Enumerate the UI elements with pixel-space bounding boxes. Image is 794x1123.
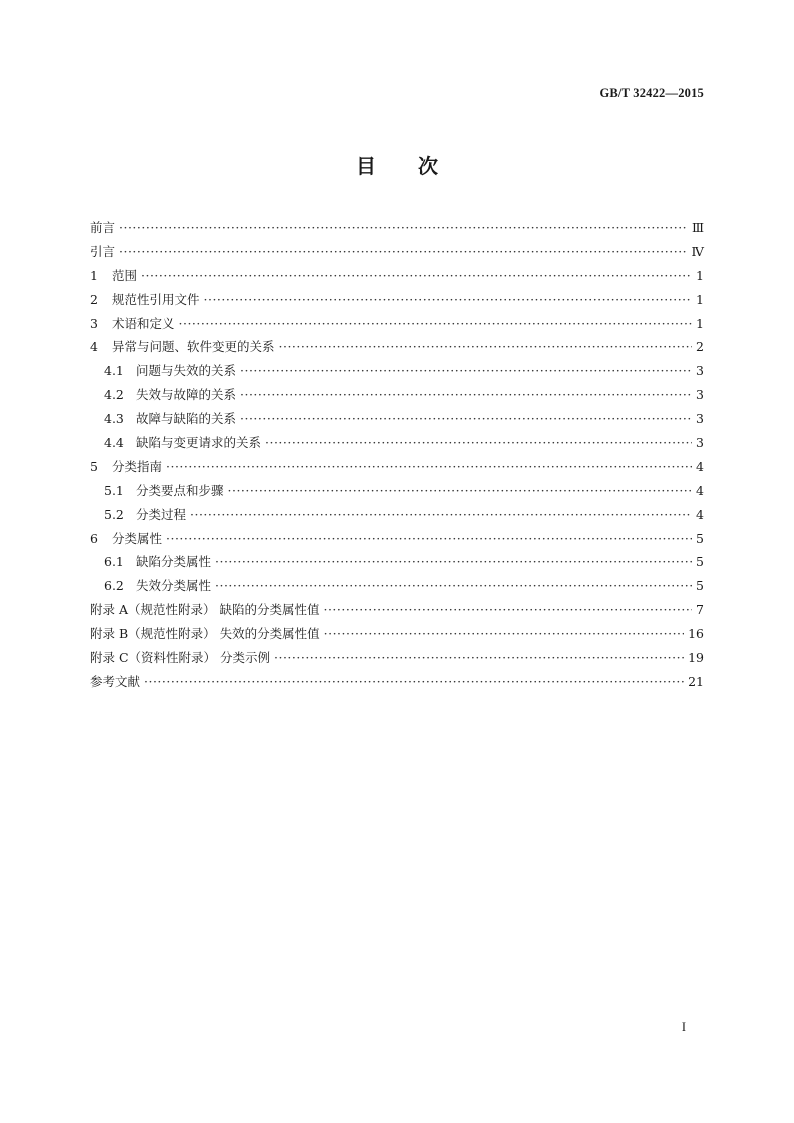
toc-section-title: 前言 [90,220,116,235]
toc-section-title: 缺陷与变更请求的关系 [136,435,262,451]
toc-entry[interactable] [90,359,704,383]
toc-entry[interactable] [90,431,704,455]
toc-page-number: Ⅲ [691,220,704,235]
toc-entry[interactable] [90,503,704,527]
page-number: I [681,1020,686,1034]
toc-section-title: 分类指南 [112,458,163,474]
toc-section-number: 4.2 [104,387,124,403]
toc-page-number: 3 [696,435,704,451]
toc-section-title: 术语和定义 [112,315,175,331]
toc-dot-leader [279,335,692,359]
toc-dot-leader [228,479,692,503]
toc-section-number: 4.4 [104,435,124,451]
toc-dot-leader [119,216,688,240]
toc-entry[interactable] [90,216,704,240]
toc-page-number: 5 [696,530,704,546]
toc-section-number: 1 [90,267,98,283]
toc-page-number: 1 [696,267,704,283]
toc-entry[interactable] [90,312,704,336]
toc-section-title: 参考文献 [90,673,141,689]
toc-dot-leader [141,264,692,288]
toc-dot-leader [215,550,692,574]
toc-section-title: 缺陷分类属性 [136,554,212,570]
toc-section-number: 5.2 [104,506,124,522]
toc-section-title: 失效分类属性 [136,578,212,594]
toc-page-number: 16 [688,626,704,642]
toc-section-number: 4 [90,339,98,355]
toc-page-number: 5 [696,554,704,570]
toc-dot-leader [119,240,687,264]
toc-page-number: 4 [696,482,704,498]
toc-page-number: 3 [696,363,704,379]
toc-section-title: 规范性引用文件 [112,291,200,307]
toc-entry[interactable] [90,527,704,551]
toc-entry[interactable] [90,288,704,312]
toc-page-number: 3 [696,411,704,427]
toc-entry[interactable] [90,455,704,479]
toc-section-number: 3 [90,315,98,331]
toc-entry[interactable] [90,670,704,694]
toc-dot-leader [265,431,692,455]
toc-page-number: 19 [688,650,704,666]
toc-entry[interactable] [90,479,704,503]
toc-section-number: 6.2 [104,578,124,594]
toc-section-number: 5 [90,458,98,474]
page-title: 目次 [356,154,480,178]
toc-section-number: 4.3 [104,411,124,427]
toc-dot-leader [166,527,692,551]
toc-entry[interactable] [90,240,704,264]
toc-dot-leader [204,288,692,312]
toc-dot-leader [144,670,684,694]
toc-entry[interactable] [90,574,704,598]
toc-section-title: 问题与失效的关系 [136,363,237,379]
toc-page-number: 21 [688,673,704,689]
toc-page-number: 4 [696,458,704,474]
toc-page-number: 7 [696,602,704,618]
toc-page-number: 5 [696,578,704,594]
toc-dot-leader [240,407,692,431]
toc-section-number: 5.1 [104,482,124,498]
toc-section-title: 附录 C（资料性附录） 分类示例 [90,650,271,666]
toc-section-title: 故障与缺陷的关系 [136,411,237,427]
toc-section-title: 分类要点和步骤 [136,482,224,498]
toc-entry[interactable] [90,383,704,407]
toc-dot-leader [215,574,692,598]
toc-section-title: 异常与问题、软件变更的关系 [112,339,275,355]
toc-section-number: 6.1 [104,554,124,570]
toc-section-number: 2 [90,291,98,307]
toc-dot-leader [179,312,692,336]
toc-section-title: 分类属性 [112,530,163,546]
toc-section-title: 引言 [90,243,116,259]
toc-entry[interactable] [90,646,704,670]
toc-section-title: 附录 B（规范性附录） 失效的分类属性值 [90,626,320,642]
toc-dot-leader [324,622,684,646]
standard-number: GB/T 32422—2015 [599,86,704,100]
toc-page-number: Ⅳ [691,243,704,259]
toc-page-number: 4 [696,506,704,522]
toc-section-number: 4.1 [104,363,124,379]
toc-section-number: 6 [90,530,98,546]
toc-page-number: 2 [696,339,704,355]
toc-entry[interactable] [90,598,704,622]
toc-section-title: 附录 A（规范性附录） 缺陷的分类属性值 [90,602,320,618]
toc-page-number: 1 [696,291,704,307]
toc-entry[interactable] [90,264,704,288]
toc-dot-leader [166,455,692,479]
toc-dot-leader [240,359,692,383]
toc-entry[interactable] [90,335,704,359]
toc-dot-leader [190,503,692,527]
toc-entry[interactable] [90,407,704,431]
toc-entry[interactable] [90,622,704,646]
toc-section-title: 分类过程 [136,506,187,522]
toc-dot-leader [274,646,684,670]
toc-dot-leader [240,383,692,407]
toc-section-title: 失效与故障的关系 [136,387,237,403]
toc-dot-leader [323,598,692,622]
table-of-contents [90,216,704,694]
toc-page-number: 1 [696,315,704,331]
toc-page-number: 3 [696,387,704,403]
toc-entry[interactable] [90,550,704,574]
toc-section-title: 范围 [112,267,138,283]
